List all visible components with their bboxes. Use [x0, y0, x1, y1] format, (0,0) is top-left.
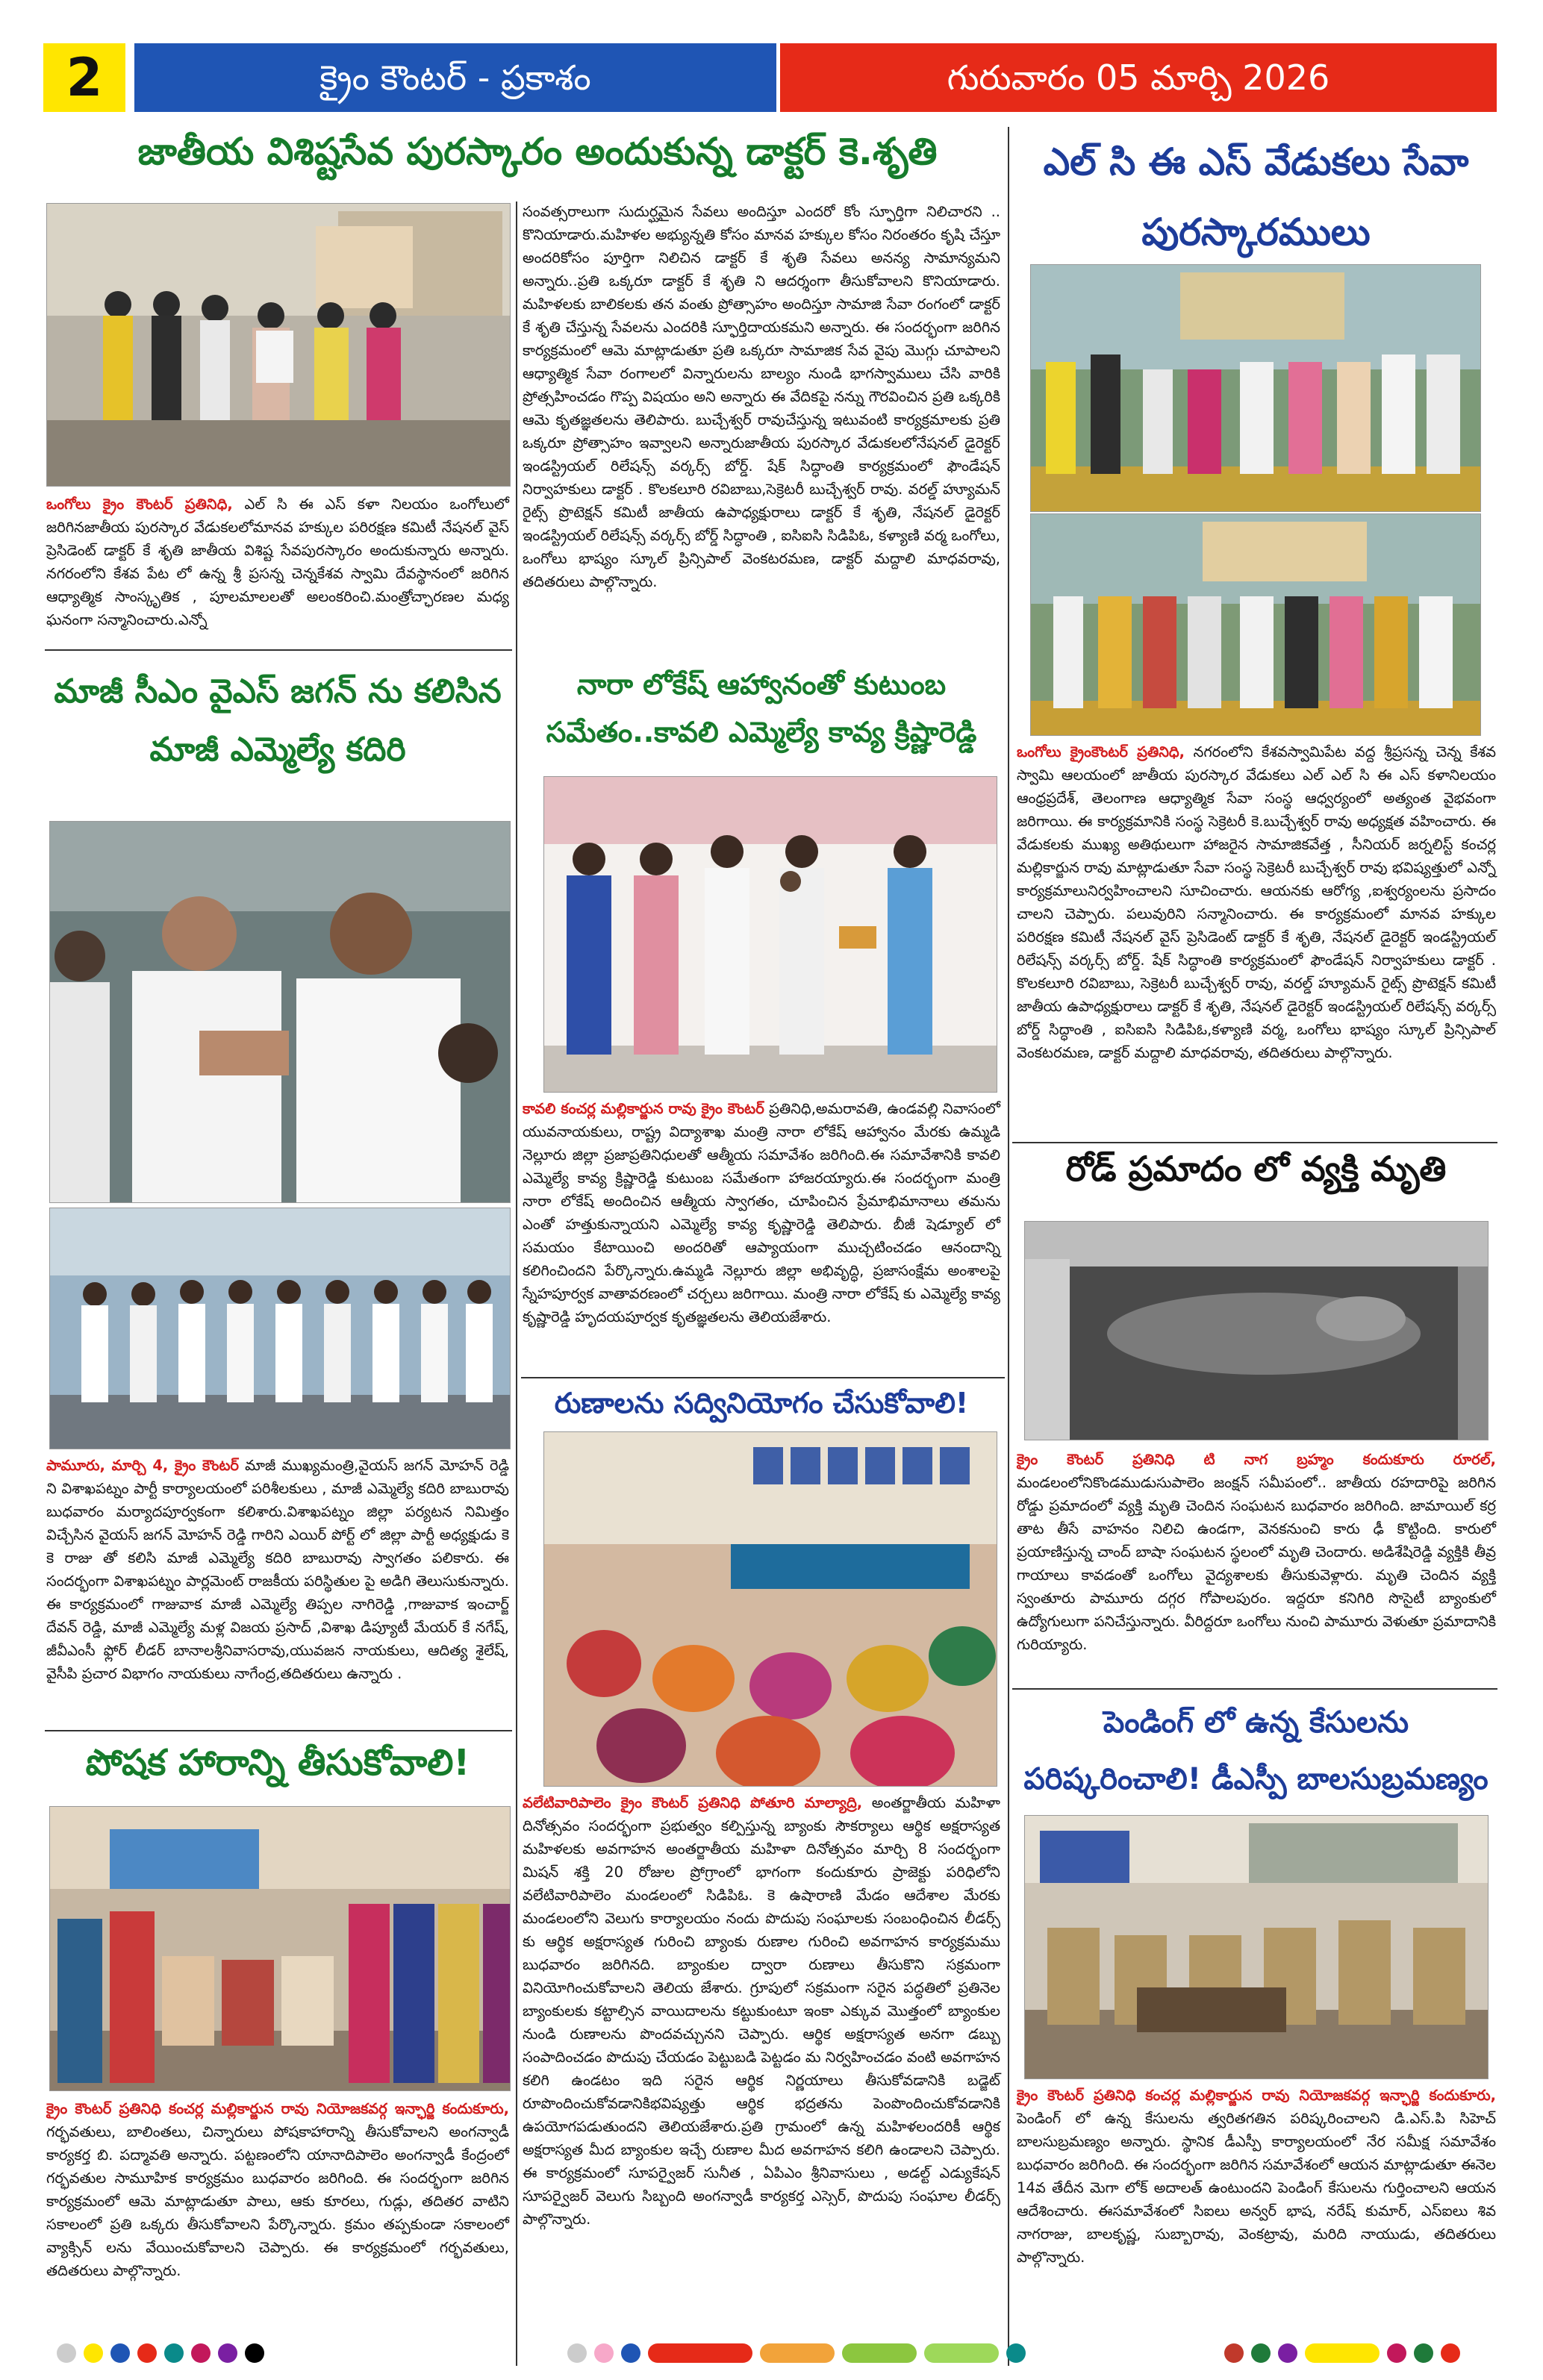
page-number: 2: [43, 43, 125, 112]
jagan-meeting-photo: [49, 821, 511, 1203]
footer-color-bar-left: [57, 2343, 264, 2363]
group-photo-airport: [49, 1208, 511, 1449]
column-divider: [1008, 127, 1009, 2366]
lces-ceremony-photo-1: [1030, 264, 1481, 512]
story1-body-right: [523, 200, 1000, 593]
story8-lead: క్రైం కౌంటర్ ప్రతినిధి కంచర్ల మల్లికార్జున రావు నియోజకవర్గ ఇన్ఛార్జి కందుకూరు,: [1017, 2087, 1496, 2104]
story5-lead: వలేటివారిపాలెం క్రైం కౌంటర్ ప్రతినిధి పోతూరి మాల్యాద్రి,: [523, 1794, 863, 1811]
story4-text: ప్రతినిధి,అమరావతి, ఉండవల్లి నివాసంలో యువనాయకులు, రాష్ట్ర విద్యాశాఖ మంత్రి నారా లోకేష్ ఆహ్వానం మేరకు ఉమ్మడి నెల్లూరు జిల్లా ప్రజాప్రతినిధులతో ఆత్మీయ సమావేశం జరిగింది.ఈ సమావేశానికి కావలి ఎమ్మెల్యే కావ్య క్రిష్ణారెడ్డి కుటుంబ సమేతంగా హాజరయ్యారు.ఈ సందర్భంగా మంత్రి నారా లోకేష్ అందించిన ఆత్మీయ స్వాగతం, చూపించిన ప్రేమాభిమానాలు తమను ఎంతో హత్తుకున్నాయని ఎమ్మెల్యే కావ్య కృష్ణారెడ్డి తెలిపారు. బీజీ షెడ్యూల్ లో సమయం కేటాయించి అందరితో ఆప్యాయంగా ముచ్చటించడం ఆనందాన్ని కలిగించిందని పేర్కొన్నారు.ఉమ్మడి నెల్లూరు జిల్లా అభివృద్ధి, ప్రజాసంక్షేమ అంశాలపై స్నేహపూర్వక వాతావరణంలో చర్చలు జరిగాయి. మంత్రి నారా లోకేష్ కు ఎమ్మెల్యే కావ్య కృష్ణారెడ్డి హృదయపూర్వక కృతజ్ఞతలను తెలియజేశారు.: [523, 1100, 1000, 1325]
divider: [521, 1377, 1005, 1378]
story8-headline: పెండింగ్ లో ఉన్న కేసులను పరిష్కరించాలి! డీఎస్పీ బాలసుబ్రమణ్యం: [1023, 1705, 1489, 1796]
story6-headline: ఎల్ సి ఈ ఎస్ వేడుకలు సేవా పురస్కారములు: [1043, 140, 1469, 254]
story8-body: [1017, 2084, 1496, 2269]
story7-lead: క్రైం కౌంటర్ ప్రతినిధి టి నాగ బ్రహ్మం కందుకూరు రూరల్,: [1017, 1451, 1496, 1468]
footer-color-bar-center: [567, 2343, 1026, 2363]
column-divider: [516, 202, 517, 2366]
accident-photo: [1024, 1221, 1489, 1440]
divider: [45, 1730, 512, 1731]
story4-headline: నారా లోకేష్ ఆహ్వానంతో కుటుంబ సమేతం..కావలి ఎమ్మెల్యే కావ్య క్రిష్ణారెడ్డి: [546, 668, 977, 749]
story3-text: గర్భవతులు, బాలింతలు, చిన్నారులు పోషకాహారాన్ని తీసుకోవాలని అంగన్వాడీ కార్యకర్త బి. పద్మావతి అన్నారు. పట్టణంలోని యానాదిపాలెం అంగన్వాడీ కేంద్రంలో గర్భవతుల సామూహిక కార్యక్రమం బుధవారం జరిగింది. ఈ సందర్భంగా జరిగిన కార్యక్రమంలో ఆమె మాట్లాడుతూ పాలు, ఆకు కూరలు, గుడ్లు, తదితర వాటిని సకాలంలో ప్రతి ఒక్కరు తీసుకోవాలని పేర్కొన్నారు. క్రమం తప్పకుండా సకాలంలో వ్యాక్సిన్ లను వేయించుకోవాలని చెప్పారు. ఈ కార్యక్రమంలో గర్భవతులు, తదితరులు పాల్గొన్నారు.: [46, 2123, 509, 2279]
story1-lead: ఒంగోలు క్రైం కౌంటర్ ప్రతినిధి,: [46, 496, 233, 513]
award-ceremony-photo: [46, 203, 511, 487]
story4-lead: కావలి కంచర్ల మల్లికార్జున రావు క్రైం కౌంటర్: [523, 1100, 764, 1117]
footer-color-bar-right: [1224, 2343, 1460, 2363]
story4-body: [523, 1097, 1000, 1328]
police-meeting-photo: [1024, 1815, 1489, 2079]
story6-body: [1017, 740, 1496, 1064]
story5-headline: రుణాలను సద్వినియోగం చేసుకోవాలి!: [554, 1387, 969, 1419]
story6-text: నగరంలోని కేశవస్వామిపేట వద్ద శ్రీప్రసన్న చెన్న కేశవ స్వామి ఆలయంలో జాతీయ పురస్కార వేడుకలు ఎల్ ఎల్ సి ఈ ఎస్ కళానిలయం ఆంధ్రప్రదేశ్, తెలంగాణ ఆధ్యాత్మిక సేవా సంస్థ ఆధ్వర్యంలో అత్యంత వైభవంగా జరిగాయి. ఈ కార్యక్రమానికి సంస్థ సెక్రెటరీ కె.బుచ్చేశ్వర్ రావు అధ్యక్షత వహించారు. ఈ వేడుకలకు ముఖ్య అతిథులుగా హాజరైన సామాజికవేత్త , సీనియర్ జర్నలిస్ట్ కంచర్ల మల్లికార్జున రావు మాట్లాడుతూ సేవా సంస్థ సెక్రెటరీ బుచ్చేశ్వర్ రావు భవిష్యత్తులో ఎన్నో కార్యక్రమాలునిర్వహించాలని సూచించారు. ఆయనకు ఆరోగ్య ,ఐశ్వర్యంలను ప్రసాదం చాలని చెప్పారు. పలువురిని సన్మానించారు. ఈ కార్యక్రమంలో మానవ హక్కుల పరిరక్షణ కమిటీ నేషనల్ వైస్ ప్రెసిడెంట్ డాక్టర్ కే శృతి, నేషనల్ డైరెక్టర్ ఇండస్ట్రియల్ రిలేషన్స్ వర్కర్స్ బోర్డ్. షేక్ సిద్ధాంతి కార్యక్రమంలో ఫౌండేషన్ నిర్వాహకులు డాక్టర్ . కొలకలూరి రవిబాబు, సెక్రెటరీ బుచ్చేశ్వర్ రావు, వరల్డ్ హ్యూమన్ రైట్స్ ప్రొటెక్షన్ కమిటీ జాతీయ ఉపాధ్యక్షురాలు డాక్టర్ కే శృతి, నేషనల్ డైరెక్టర్ ఇండస్ట్రియల్ రిలేషన్స్ వర్కర్స్ బోర్డ్ సిద్ధాంతి , ఐసిఐసి సిడిపిఓ,కళ్యాణి వర్మ, ఒంగోలు భాష్యం స్కూల్ ప్రిన్సిపాల్ వెంకటరమణ, డాక్టర్ మద్దాలి మాధవరావు, తదితరులు పాల్గొన్నారు.: [1017, 743, 1496, 1061]
story7-text: మండలంలోనికొండముడుసుపాలెం జంక్షన్ సమీపంలో.. జాతీయ రహదారిపై జరిగిన రోడ్డు ప్రమాదంలో వ్యక్తి మృతి చెందిన సంఘటన బుధవారం జరిగింది. జామాయిల్ కర్ర తాట తీసే వాహనం నిలిచి ఉండగా, వెనకనుంచి కారు ఢీ కొట్టింది. కారులో ప్రయాణిస్తున్న చాంద్ బాషా సంఘటన స్థలంలో మృతి చెందారు. అడిశేషిరెడ్డి వ్యక్తికి తీవ్ర గాయాలు కావడంతో ఒంగోలు వైద్యశాలకు తీసుకువెళ్లారు. మృతి చెందిన వ్యక్తి స్వంతూరు పామూరు దగ్గర గోపాలపురం. ఇద్దరూ కనిగిరి సొసైటీ బ్యాంకులో ఉద్యోగులుగా పనిచేస్తున్నారు. వీరిద్దరూ ఒంగోలు నుంచి పామూరు వెళుతూ ప్రమాదానికి గురియ్యారు.: [1017, 1474, 1496, 1653]
newspaper-title: క్రైం కౌంటర్ - ప్రకాశం: [134, 43, 776, 112]
story5-text: అంతర్జాతీయ మహిళా దినోత్సవం సందర్భంగా ప్రభుత్వం కల్పిస్తున్న బ్యాంకు సౌకర్యాలు ఆర్థిక అక్షరాస్యత మహిళలకు అవగాహన అంతర్జాతీయ మహిళా దినోత్సవం మార్చి 8 సందర్భంగా మిషన్ శక్తి 20 రోజుల ప్రోగ్రాంలో భాగంగా కందుకూరు ప్రాజెక్టు పరిధిలోని వలేటివారిపాలెం మండలంలో సిడిపిఓ. కె ఉషారాణి మేడం ఆదేశాల మేరకు మండలంలోని వెలుగు కార్యాలయం నందు పొదుపు సంఘాలకు సంబంధించిన లీడర్స్ కు ఆర్థిక అక్షరాస్యత గురించి బ్యాంకు రుణాల గురించి అవగాహన కార్యక్రమము బుధవారం జరిగినది. బ్యాంకుల ద్వారా రుణాలు తీసుకొని సక్రమంగా వినియోగించుకోవాలని తెలియ జేశారు. గ్రూపులో సక్రమంగా సరైన పద్ధతిలో ప్రతినెల బ్యాంకులకు కట్టాల్సిన వాయిదాలను కట్టుకుంటూ ఇంకా ఎక్కువ మొత్తంలో బ్యాంకుల నుండి రుణాలను పొందవచ్చునని చెప్పారు. ఆర్థిక అక్షరాస్యత అనగా డబ్బు సంపాదించడం పొదుపు చేయడం పెట్టుబడి పెట్టడం మ నిర్వహించడం వంటి అవగాహన కలిగి ఉండటం ఇది సరైన ఆర్థిక నిర్ణయాలు తీసుకోవడానికి బడ్జెట్ రూపొందించుకోవడానికిభవిష్యత్తు ఆర్థిక భద్రతను పెంపొందించుకోవడానికి ఉపయోగపడుతుందని తెలియజేశారు.ప్రతి గ్రామంలో ఉన్న మహిళలందరికీ ఆర్థిక అక్షరాస్యత మీద బ్యాంకుల ఇచ్చే రుణాల మీద అవగాహన కలిగి ఉండాలని చెప్పారు. ఈ కార్యక్రమంలో సూపర్వైజర్ సునీత , ఏపిఎం శ్రీనివాసులు , అడల్ట్ ఎడ్యుకేషన్ సూపర్వైజర్ వెలుగు సిబ్బంది అంగన్వాడీ కార్యకర్త ఎస్సెర్, పొదుపు సంఘాల లీడర్స్ పాల్గొన్నారు.: [523, 1794, 1001, 2228]
story3-headline: పోషక హారాన్ని తీసుకోవాలి!: [85, 1742, 470, 1784]
lokesh-family-photo: [543, 776, 997, 1093]
story2-body: [46, 1454, 509, 1685]
story3-body: [46, 2097, 509, 2282]
story6-lead: ఒంగోలు క్రైంకౌంటర్ ప్రతినిధి,: [1017, 743, 1185, 760]
story2-lead: పామూరు, మార్చి 4, క్రైం కౌంటర్: [46, 1457, 239, 1474]
story3-lead: క్రైం కౌంటర్ ప్రతినిధి కంచర్ల మల్లికార్జున రావు నియోజకవర్గ ఇన్ఛార్జి కందుకూరు,: [46, 2100, 509, 2117]
story2-text: మాజీ ముఖ్యమంత్రి,వైయస్ జగన్ మోహన్ రెడ్డి ని విశాఖపట్నం పార్టీ కార్యాలయంలో పరిశీలకులు , మాజీ ఎమ్మెల్యే కదిరి బాబురావు బుధవారం మర్యాదపూర్వకంగా కలిశారు.విశాఖపట్నం జిల్లా పర్యటన నిమిత్తం విచ్చేసిన వైయస్ జగన్ మోహన్ రెడ్డి గారిని ఎయిర్ పోర్ట్ లో జిల్లా పార్టీ అధ్యక్షుడు కె కె రాజు తో కలిసి మాజీ ఎమ్మెల్యే కదిరి బాబురావు స్వాగతం పలికారు. ఈ సందర్భంగా విశాఖపట్నం పార్లమెంట్ రాజకీయ పరిస్థితుల పై అడిగి తెలుసుకున్నారు. ఈ కార్యక్రమంలో గాజువాక మాజీ ఎమ్మెల్యే తిప్పల నాగిరెడ్డి ,గాజువాక ఇంచార్జ్ దేవన్ రెడ్డి, మాజీ ఎమ్మెల్యే మళ్ల విజయ ప్రసాద్ ,విశాఖ డిప్యూటీ మేయర్ కే నగేష్, జీవీఎంసీ ఫ్లోర్ లీడర్ బానాలశ్రీనివాసరావు,యువజన నాయకులు, ఆదిత్య శైలేష్, వైసీపి ప్రచార విభాగం నాయకులు నాగేంద్ర,తదితరులు ఉన్నారు .: [46, 1457, 510, 1682]
story1-text-right: సంవత్సరాలుగా సుదుర్ఘమైన సేవలు అందిస్తూ ఎందరో కోం స్ఫూర్తిగా నిలిచారని .. కొనియాడారు.మహిళల అభ్యున్నతి కోసం మానవ హక్కుల కోసం నిరంతరం కృషి చేస్తూ అందరికోసం పూర్తిగా నిలిచిన డాక్టర్ కే శృతి సేవలు అనన్య సామాన్యమని అన్నారు..ప్రతి ఒక్కరూ డాక్టర్ కే శృతి ని ఆదర్శంగా తీసుకోవాలని కొనియాడారు. మహిళలకు బాలికలకు తన వంతు ప్రోత్సాహం అందిస్తూ సామాజి సేవా రంగంలో డాక్టర్ కే శృతి చేస్తున్న సేవలను ఎందరికి స్ఫూర్తిదాయకమని అన్నారు. ఈ సందర్భంగా జరిగిన కార్యక్రమంలో ఆమె మాట్లాడుతూ ప్రతి ఒక్కరూ సామాజిక సేవ వైపు మొగ్గు చూపాలని ఆధ్యాత్మిక సేవా రంగాలలో విన్నారులను బాల్యం నుండి భాగస్వాములు చేసి వారికి ప్రోత్సహించడం గొప్ప విషయం అని అన్నారు ఈ వేదికపై నన్ను గౌరవించిన ప్రతి ఒక్కరికి ఆమె కృతజ్ఞతలను తెలిపారు. బుచ్చేశ్వర్ రావుచేస్తున్న ఇటువంటి కార్యక్రమాలకు ప్రతి ఒక్కరూ ప్రోత్సాహం ఇవ్వాలని అన్నారుజాతీయ పురస్కార వేడుకలలోనేషనల్ డైరెక్టర్ ఇండస్ట్రియల్ రిలేషన్స్ వర్కర్స్ బోర్డ్. షేక్ సిద్ధాంతి కార్యక్రమంలో ఫౌండేషన్ నిర్వాహకులు డాక్టర్ . కొలకలూరి రవిబాబు,సెక్రెటరీ బుచ్చేశ్వర్ రావు. వరల్డ్ హ్యూమన్ రైట్స్ ప్రొటెక్షన్ కమిటీ జాతీయ ఉపాధ్యక్షురాలు డాక్టర్ కే శృతి, నేషనల్ డైరెక్టర్ ఇండస్ట్రియల్ రిలేషన్స్ వర్కర్స్ బోర్డ్ సిద్ధాంతి , ఐసిఐసి సిడిపిఓ, కళ్యాణి వర్మ ఒంగోలు, ఒంగోలు భాష్యం స్కూల్ ప్రిన్సిపాల్ వెంకటరమణ, డాక్టర్ మద్దాలి మాధవరావు, తదితరులు పాల్గొన్నారు.: [523, 203, 1000, 590]
issue-date: గురువారం 05 మార్చి 2026: [780, 43, 1497, 112]
divider: [1012, 1142, 1497, 1143]
story1-text-left: ఎల్ సి ఈ ఎస్ కళా నిలయం ఒంగోలులో జరిగినజాతీయ పురస్కార వేడుకలలోమానవ హక్కుల పరిరక్షణ కమిటీ నేషనల్ వైస్ ప్రెసిడెంట్ డాక్టర్ కే శృతి జాతీయ విశిష్ట సేవపురస్కారం అందుకున్నారు అన్నారు. నగరంలోని కేశవ పేట లో ఉన్న శ్రీ ప్రసన్న చెన్నకేశవ స్వామి దేవస్థానంలో జరిగిన ఆధ్యాత్మిక సాంస్కృతిక , పూలమాలలతో అలంకరించి.మంత్రోచ్ఛారణల మధ్య ఘనంగా సన్మానించారు.ఎన్నో: [46, 496, 510, 628]
story7-headline: రోడ్ ప్రమాదం లో వ్యక్తి మృతి: [1065, 1149, 1447, 1189]
divider: [45, 649, 512, 651]
story1-headline: జాతీయ విశిష్టసేవ పురస్కారం అందుకున్న డాక్టర్ కె.శృతి: [137, 130, 938, 173]
story1-body-left: [46, 493, 509, 631]
divider: [1012, 1688, 1497, 1690]
lces-ceremony-photo-2: [1030, 513, 1481, 736]
story2-headline: మాజీ సీఎం వైఎస్ జగన్ ను కలిసిన మాజీ ఎమ్మెల్యే కదిరి: [54, 672, 502, 769]
story5-body: [523, 1791, 1000, 2231]
women-meeting-photo: [543, 1431, 997, 1787]
story8-text: పెండింగ్ లో ఉన్న కేసులను త్వరితగతిన పరిష్కరించాలని డి.ఎస్.పి సిహెచ్ బాలసుబ్రమణ్యం అన్నారు. స్థానిక డీఎస్పీ కార్యాలయంలో నేర సమీక్ష సమావేశం బుధవారం జరిగింది. ఈ సందర్భంగా జరిగిన సమావేశంలో ఆయన మాట్లాడుతూ ఈనెల 14వ తేదీన మెగా లోక్ అదాలత్ ఉంటుందని పెండింగ్ కేసులను గుర్తించాలని ఆయన ఆదేశించారు. ఈసమావేశంలో సిఐలు అన్వర్ భాష, నరేష్ కుమార్, ఎస్ఐలు శివ నాగరాజు, బాలకృష్ణ, సుబ్బారావు, వెంకట్రావు, మరిది నాయుడు, తదితరులు పాల్గొన్నారు.: [1017, 2110, 1496, 2266]
story7-body: [1017, 1448, 1496, 1656]
anganwadi-photo: [49, 1806, 511, 2091]
